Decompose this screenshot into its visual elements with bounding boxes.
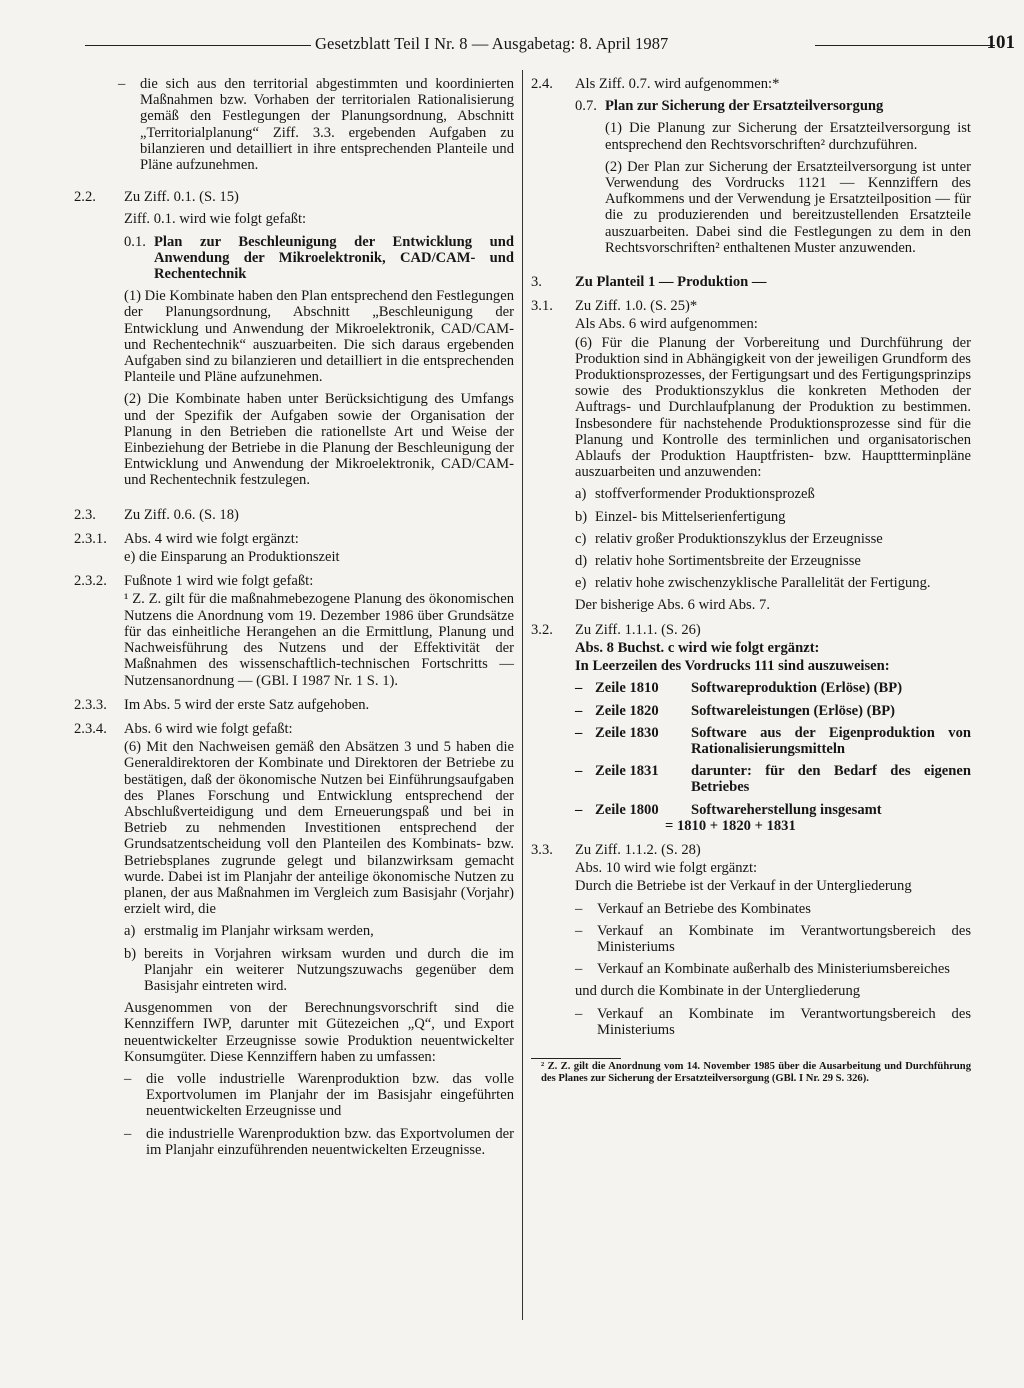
paragraph: Der bisherige Abs. 6 wird Abs. 7.: [575, 597, 770, 614]
section-2-2: [74, 189, 514, 494]
footnote: [531, 1061, 971, 1085]
section-line: Ziff. 0.1. wird wie folgt gefaßt:: [124, 211, 307, 228]
section-2-4: 2.4. Als Ziff. 0.7. wird aufgenommen:* 0.7. Plan zur Sicherung der Ersatzteilversorgung (1) Die Planung zur Sicherung der Ersatzteilversorgung ist entsprechend den Rechtsvorschriften² durchzuführen. (2) Der Plan zur Sicherung der Ersatzteilversorgung ist unter Verwendung des Vordrucks 1121 — Kennziffern des Aufkommens und der Verwendung je Ersatzteilposition — für die zu produzierenden und bereitzustellenden Ersatzteile auszuarbeiten. Dabei sind die Festlegungen zu dem in den Rechtsvorschriften² enthaltenen Muster anzuwenden.: [531, 76, 971, 256]
column-divider: [522, 70, 523, 1320]
section-2-3-3: 2.3.3. Im Abs. 5 wird der erste Satz aufgehoben.: [74, 697, 514, 719]
section-line: Als Abs. 6 wird aufgenommen:: [575, 316, 758, 333]
intro-dash-item: – die sich aus den territorial abgestimmten und koordinierten Maßnahmen bzw. Vorhaben der territorialen Rationalisierung gemäß den Festlegungen der Planungsordnung, Abschnitt „Territorialplanung“ Ziff. 3.3. ergebenden Aufgaben zu bilanzieren und detailliert in ihre entsprechenden Planteile und Pläne aufzunehmen.: [118, 76, 514, 174]
sum-formula: = 1810 + 1820 + 1831: [665, 817, 796, 834]
right-column: [531, 76, 971, 1085]
section-title: Zu Ziff. 1.1.1. (S. 26): [575, 621, 701, 638]
list-item: e) die Einsparung an Produktionszeit: [124, 549, 340, 566]
table-row: – Zeile 1830 Software aus der Eigenproduktion von Rationalisierungsmitteln: [575, 724, 971, 757]
section-title: Im Abs. 5 wird der erste Satz aufgehoben.: [124, 696, 370, 713]
list-item: c) relativ großer Produktionszyklus der Erzeugnisse: [575, 530, 883, 547]
section-3: 3. Zu Planteil 1 — Produktion —: [531, 274, 971, 296]
table-row: – Zeile 1800 Softwareherstellung insgesamt: [575, 801, 882, 818]
list-item: b) Einzel- bis Mittelserienfertigung: [575, 508, 786, 525]
heading-0-1: 0.1. Plan zur Beschleunigung der Entwicklung und Anwendung der Mikroelektronik, CAD/CAM- und Rechentechnik: [124, 233, 514, 283]
intro-dash-text: die sich aus den territorial abgestimmten und koordinierten Maßnahmen bzw. Vorhaben der territorialen Rationalisierung gemäß den Festlegungen der Planungsordnung, Abschnitt „Territorialplanung“ Ziff. 3.3. ergebenden Aufgaben zu bilanzieren und detailliert in ihre entsprechenden Planteile und Pläne aufzunehmen.: [140, 76, 514, 174]
section-line: Abs. 8 Buchst. c wird wie folgt ergänzt:: [575, 639, 820, 656]
section-title: Zu Ziff. 0.1. (S. 15): [124, 189, 239, 206]
header-rule-right: [815, 45, 995, 46]
dash-item: – Verkauf an Betriebe des Kombinates: [575, 900, 811, 917]
table-row: – Zeile 1810 Softwareproduktion (Erlöse) (BP): [575, 680, 903, 697]
list-item: a) stoffverformender Produktionsprozeß: [575, 486, 815, 503]
list-item: d) relativ hohe Sortimentsbreite der Erzeugnisse: [575, 553, 861, 570]
section-3-2: 3.2. Zu Ziff. 1.1.1. (S. 26) Abs. 8 Buchst. c wird wie folgt ergänzt: In Leerzeilen des Vordrucks 111 sind auszuweisen: – Zeile 1810 Softwareproduktion (Erlöse) (BP) – Zeile 1820 Softwareleistungen (Erlöse) (BP) – Zeile 1830 Software aus der Eigenproduktion von Rationalisierungsmitteln – Zeile 1831 darunter: für den Bedarf des eigenen Betriebes – Zeile 1800 Softwareherstellung insgesamt = 1810 + 1820 + 1831: [531, 621, 971, 834]
paragraph: Ausgenommen von der Berechnungsvorschrift sind die Kennziffern IWP, darunter mit Gütezeichen „Q“, und Export neuentwickelter Erzeugnisse sowie Produktion neuentwickelter Konsumgüter. Diese Kennziffern haben zu umfassen:: [124, 1000, 514, 1065]
page-title: Gesetzblatt Teil I Nr. 8 — Ausgabetag: 8. April 1987: [315, 34, 669, 53]
section-3-1: 3.1. Zu Ziff. 1.0. (S. 25)* Als Abs. 6 wird aufgenommen: (6) Für die Planung der Vorbereitung und Durchführung der Produktion sind in Abhängigkeit von der jeweiligen Grundform des Produktionsprozesses, der Fertigungsart und des Fertigungsprinzips sowie des Produktionszyklus die konkreten Methoden der Auftrags- und Durchlaufplanung der Produktion zu bestimmen. Insbesondere für nachstehende Produktionsprozesse sind für die Planung und Kontrolle des terminlichen und organisatorischen Ablaufs der Produktion Hauptfristen- bzw. Haupttterminpläne auszuarbeiten und anzuwenden: a) stoffverformender Produktionsprozeß b) Einzel- bis Mittelserienfertigung c) relativ großer Produktionszyklus der Erzeugnisse d) relativ hohe Sortimentsbreite der Erzeugnisse e) relativ hohe zwischenzyklische Parallelität der Fertigung. Der bisherige Abs. 6 wird Abs. 7.: [531, 298, 971, 614]
dash-item: – Verkauf an Kombinate außerhalb des Ministeriumsbereiches: [575, 961, 950, 978]
dash-item: – Verkauf an Kombinate im Verantwortungsbereich des Ministeriums: [575, 1005, 971, 1038]
dash-item: – Verkauf an Kombinate im Verantwortungsbereich des Ministeriums: [575, 922, 971, 955]
footnote-text: ² Z. Z. gilt die Anordnung vom 14. November 1985 über die Ausarbeitung und Durchführung des Planes zur Sicherung der Ersatzteilversorgung (GBl. I Nr. 29 S. 326).: [541, 1060, 971, 1084]
list-item: a) erstmalig im Planjahr wirksam werden,: [124, 923, 374, 940]
table-row: – Zeile 1820 Softwareleistungen (Erlöse) (BP): [575, 702, 896, 719]
footnote-text: ¹ Z. Z. gilt für die maßnahmebezogene Planung des ökonomischen Nutzens die Anordnung vom 19. Dezember 1986 über Grundsätze für das einheitliche Herangehen an die Ermittlung, Planung und Nachweisführung des Nutzens und der Effektivität der Maßnahmen des wissenschaftlich-technischen Fortschritts — Nutzensanordnung — (GBl. I 1987 Nr. 1 S. 1).: [124, 591, 514, 689]
page-number: 101: [986, 32, 1015, 53]
list-item: e) relativ hohe zwischenzyklische Parallelität der Fertigung.: [575, 575, 931, 592]
left-column: [74, 76, 514, 1166]
section-2-3: 2.3. Zu Ziff. 0.6. (S. 18): [74, 507, 514, 529]
section-line: Abs. 10 wird wie folgt ergänzt:: [575, 860, 758, 877]
section-title: Zu Ziff. 0.6. (S. 18): [124, 506, 239, 523]
paragraph: (1) Die Kombinate haben den Plan entsprechend den Festlegungen der Planungsordnung, Abschnitt „Beschleunigung der Entwicklung und Anwendung der Mikroelektronik, CAD/CAM- und Rechentechnik“ auszuarbeiten. Die sich daraus ergebenden Aufgaben sind zu bilanzieren und detailliert in die entsprechenden Planteile und Pläne aufzunehmen.: [124, 288, 514, 386]
list-item: b) bereits in Vorjahren wirksam wurden und durch die im Planjahr ein weiterer Nutzungszuwachs gegenüber dem Basisjahr eintreten wird.: [124, 945, 514, 994]
section-line: In Leerzeilen des Vordrucks 111 sind auszuweisen:: [575, 658, 890, 675]
footnote-rule: [531, 1058, 621, 1059]
section-line: und durch die Kombinate in der Untergliederung: [575, 983, 861, 1000]
section-title: Zu Planteil 1 — Produktion —: [575, 274, 767, 291]
heading-0-7: 0.7. Plan zur Sicherung der Ersatzteilversorgung: [575, 98, 884, 115]
section-2-3-1: 2.3.1. Abs. 4 wird wie folgt ergänzt: e) die Einsparung an Produktionszeit: [74, 531, 514, 571]
section-number: 2.2.: [74, 189, 96, 206]
section-title: Abs. 4 wird wie folgt ergänzt:: [124, 530, 299, 547]
dash-item: – die industrielle Warenproduktion bzw. das Exportvolumen der im Planjahr einzuführenden neuentwickelten Erzeugnisse.: [124, 1125, 514, 1158]
section-2-3-4: 2.3.4. Abs. 6 wird wie folgt gefaßt: (6) Mit den Nachweisen gemäß den Absätzen 3 und 5 haben die Generaldirektoren der Kombinate und Direktoren der Betriebe zu bestätigen, daß der ökonomische Nutzen bei Einführungsaufgaben des Planes Forschung und Entwicklung entsprechend der Abschlußverteidigung und dem Erneuerungspaß und bei in Betrieb zu nehmenden Investitionen entsprechend der Grundsatzentscheidung voll den Planteilen des Kombinats- bzw. Betriebsplanes zugrunde gelegt und bilanzwirksam gemacht wurde. Dabei ist im Planjahr der anteilige ökonomische Nutzen zu planen, der aus Maßnahmen im Vergleich zum Basisjahr (Vorjahr) erzielt wird, die a) erstmalig im Planjahr wirksam werden, b) bereits in Vorjahren wirksam wurden und durch die im Planjahr ein weiterer Nutzungszuwachs gegenüber dem Basisjahr eintreten wird. Ausgenommen von der Berechnungsvorschrift sind die Kennziffern IWP, darunter mit Gütezeichen „Q“, und Export neuentwickelter Erzeugnisse sowie Produktion neuentwickelter Konsumgüter. Diese Kennziffern haben zu umfassen: – die volle industrielle Warenproduktion bzw. das volle Exportvolumen im Planjahr der im Basisjahr eingeführten neuentwickelten Erzeugnisse und – die industrielle Warenproduktion bzw. das Exportvolumen der im Planjahr einzuführenden neuentwickelten Erzeugnisse.: [74, 720, 514, 1158]
section-line: Durch die Betriebe ist der Verkauf in der Untergliederung: [575, 878, 912, 895]
section-title: Fußnote 1 wird wie folgt gefaßt:: [124, 573, 314, 590]
section-title: Zu Ziff. 1.1.2. (S. 28): [575, 841, 701, 858]
dash-item: – die volle industrielle Warenproduktion bzw. das volle Exportvolumen im Planjahr der im Basisjahr eingeführten neuentwickelten Erzeugnisse und: [124, 1070, 514, 1120]
section-title: Abs. 6 wird wie folgt gefaßt:: [124, 720, 293, 737]
section-3-3: 3.3. Zu Ziff. 1.1.2. (S. 28) Abs. 10 wird wie folgt ergänzt: Durch die Betriebe ist der Verkauf in der Untergliederung – Verkauf an Betriebe des Kombinates – Verkauf an Kombinate im Verantwortungsbereich des Ministeriums – Verkauf an Kombinate außerhalb des Ministeriumsbereiches und durch die Kombinate in der Untergliederung – Verkauf an Kombinate im Verantwortungsbereich des Ministeriums: [531, 841, 971, 1038]
paragraph: (2) Die Kombinate haben unter Berücksichtigung des Umfangs und der Spezifik der Aufgaben sowie der Organisation der Planung in den Betrieben die rationellste Art und Weise der Einbeziehung der Betriebe in die Planung der Beschleunigung der Entwicklung und Anwendung der Mikroelektronik, CAD/CAM- und Rechentechnik festzulegen.: [124, 391, 514, 489]
paragraph: (6) Für die Planung der Vorbereitung und Durchführung der Produktion sind in Abhängigkeit von der jeweiligen Grundform des Produktionsprozesses, der Fertigungsart und des Fertigungsprinzips sowie des Produktionszyklus die konkreten Methoden der Auftrags- und Durchlaufplanung der Produktion zu bestimmen. Insbesondere für nachstehende Produktionsprozesse sind für die Planung und Kontrolle des terminlichen und organisatorischen Ablaufs der Produktion Hauptfristen- bzw. Haupttterminpläne auszuarbeiten und anzuwenden:: [575, 334, 971, 481]
paragraph: (2) Der Plan zur Sicherung der Ersatzteilversorgung ist unter Verwendung des Vordrucks 1121 — Kennziffern des Aufkommens und der Verwendung je Ersatzteilposition — für die zu produzierenden und bereitzustellenden Ersatzteile auszuarbeiten. Dabei sind die Festlegungen zu dem in den Rechtsvorschriften² enthaltenen Muster anzuwenden.: [605, 158, 971, 256]
paragraph: (6) Mit den Nachweisen gemäß den Absätzen 3 und 5 haben die Generaldirektoren der Kombinate und Direktoren der Betriebe zu bestätigen, daß der ökonomische Nutzen bei Einführungsaufgaben des Planes Forschung und Entwicklung entsprechend der Abschlußverteidigung und dem Erneuerungspaß und bei in Betrieb zu nehmenden Investitionen entsprechend der Grundsatzentscheidung voll den Planteilen des Kombinats- bzw. Betriebsplanes zugrunde gelegt und bilanzwirksam gemacht wurde. Dabei ist im Planjahr der anteilige ökonomische Nutzen zu planen, der aus Maßnahmen im Vergleich zum Basisjahr (Vorjahr) erzielt wird, die: [124, 739, 514, 918]
page-header: [85, 32, 1015, 58]
header-rule-left: [85, 45, 311, 46]
section-title: Zu Ziff. 1.0. (S. 25)*: [575, 298, 698, 315]
table-row: – Zeile 1831 darunter: für den Bedarf des eigenen Betriebes: [575, 763, 971, 796]
paragraph: (1) Die Planung zur Sicherung der Ersatzteilversorgung ist entsprechend den Rechtsvorschriften² durchzuführen.: [605, 120, 971, 153]
section-title: Als Ziff. 0.7. wird aufgenommen:*: [575, 76, 780, 92]
section-2-3-2: 2.3.2. Fußnote 1 wird wie folgt gefaßt: ¹ Z. Z. gilt für die maßnahmebezogene Planung des ökonomischen Nutzens die Anordnung vom 19. Dezember 1986 über Grundsätze für das einheitliche Herangehen an die Ermittlung, Planung und Nachweisführung des Nutzens und der Effektivität der Maßnahmen des wissenschaftlich-technischen Fortschritts — Nutzensanordnung — (GBl. I 1987 Nr. 1 S. 1).: [74, 573, 514, 689]
